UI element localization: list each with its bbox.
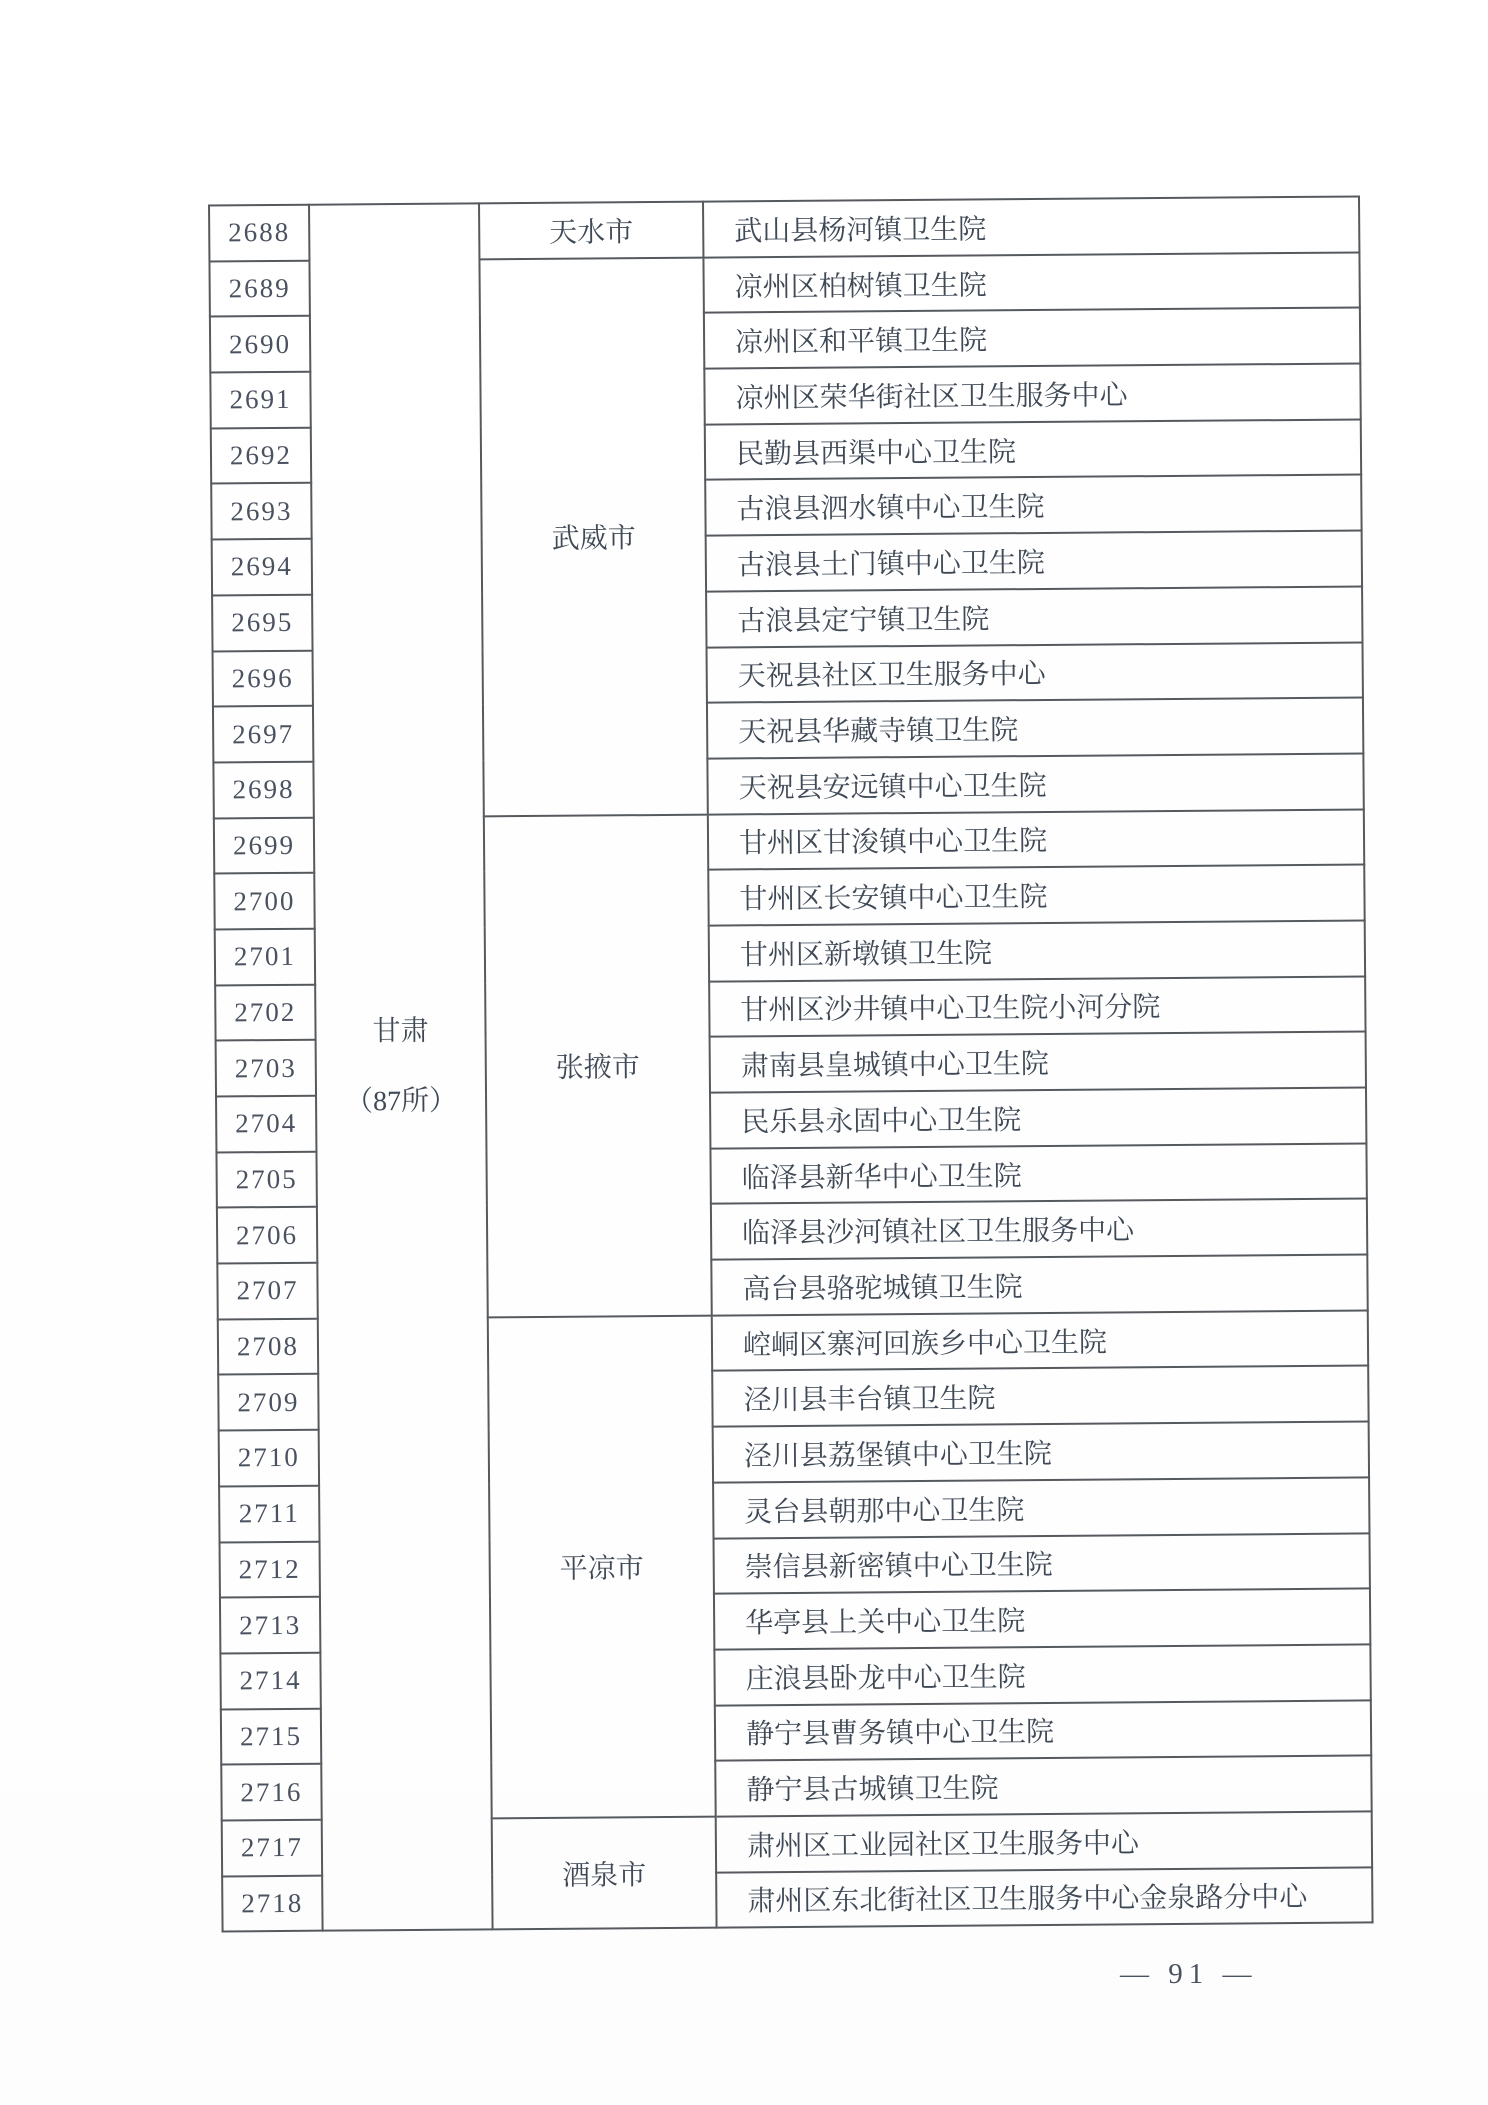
institution-name-cell: 静宁县曹务镇中心卫生院 [715,1700,1371,1761]
row-number-cell: 2694 [212,539,312,595]
institution-name-cell: 凉州区荣华街社区卫生服务中心 [704,364,1360,425]
institution-name-cell: 甘州区甘浚镇中心卫生院 [708,809,1364,870]
row-number-cell: 2703 [216,1040,316,1096]
row-number-cell: 2696 [213,650,313,706]
institution-name-cell: 甘州区长安镇中心卫生院 [708,865,1364,926]
institution-name-cell: 凉州区柏树镇卫生院 [703,252,1359,313]
row-number-cell: 2711 [219,1486,319,1542]
row-number-cell: 2718 [222,1875,322,1931]
institution-name-cell: 高台县骆驼城镇卫生院 [711,1255,1367,1316]
institution-name-cell: 泾川县丰台镇卫生院 [712,1366,1368,1427]
institution-name-cell: 古浪县定宁镇卫生院 [706,586,1362,647]
institution-name-cell: 古浪县泗水镇中心卫生院 [705,475,1361,536]
city-cell: 平凉市 [488,1315,716,1818]
institution-name-cell: 天祝县社区卫生服务中心 [707,642,1363,703]
row-number-cell: 2714 [220,1653,320,1709]
institution-name-cell: 灵台县朝那中心卫生院 [713,1477,1369,1538]
row-number-cell: 2705 [216,1151,316,1207]
page-number: — 91 — [1120,1958,1258,1990]
city-cell: 酒泉市 [492,1817,717,1930]
institution-name-cell: 古浪县土门镇中心卫生院 [706,531,1362,592]
city-cell: 武威市 [479,257,707,816]
institution-name-cell: 崆峒区寨河回族乡中心卫生院 [712,1310,1368,1371]
institution-name-cell: 肃南县皇城镇中心卫生院 [710,1032,1366,1093]
row-number-cell: 2715 [221,1708,321,1764]
institution-name-cell: 庄浪县卧龙中心卫生院 [714,1644,1370,1705]
row-number-cell: 2709 [218,1374,318,1430]
row-number-cell: 2688 [209,205,309,261]
row-number-cell: 2698 [213,762,313,818]
row-number-cell: 2701 [215,929,315,985]
institution-name-cell: 肃州区工业园社区卫生服务中心 [716,1811,1372,1872]
institution-name-cell: 华亭县上关中心卫生院 [714,1589,1370,1650]
city-cell: 张掖市 [484,814,712,1317]
row-number-cell: 2713 [220,1597,320,1653]
city-cell: 天水市 [479,202,703,259]
institution-name-cell: 甘州区新墩镇卫生院 [709,920,1365,981]
row-number-cell: 2717 [222,1820,322,1876]
row-number-cell: 2689 [209,260,309,316]
row-number-cell: 2706 [217,1207,317,1263]
institution-name-cell: 民乐县永固中心卫生院 [710,1087,1366,1148]
row-number-cell: 2699 [214,817,314,873]
row-number-cell: 2716 [221,1764,321,1820]
institutions-table [208,195,1374,1932]
row-number-cell: 2691 [210,372,310,428]
row-number-cell: 2710 [219,1430,319,1486]
institution-name-cell: 武山县杨河镇卫生院 [703,196,1359,257]
row-number-cell: 2700 [214,873,314,929]
row-number-cell: 2690 [210,316,310,372]
institution-name-cell: 肃州区东北街社区卫生服务中心金泉路分中心 [716,1867,1372,1928]
row-number-cell: 2707 [217,1263,317,1319]
institution-name-cell: 天祝县安远镇中心卫生院 [707,753,1363,814]
institution-name-cell: 临泽县新华中心卫生院 [710,1143,1366,1204]
row-number-cell: 2702 [215,984,315,1040]
institution-name-cell: 崇信县新密镇中心卫生院 [714,1533,1370,1594]
row-number-cell: 2692 [211,427,311,483]
row-number-cell: 2712 [220,1541,320,1597]
institution-name-cell: 凉州区和平镇卫生院 [704,308,1360,369]
row-number-cell: 2695 [212,595,312,651]
row-number-cell: 2704 [216,1096,316,1152]
institution-name-cell: 泾川县荔堡镇中心卫生院 [713,1422,1369,1483]
province-cell [309,203,493,1931]
institution-name-cell: 民勤县西渠中心卫生院 [705,419,1361,480]
province-name: 甘肃 [372,1015,429,1048]
row-number-cell: 2693 [211,483,311,539]
institution-name-cell: 天祝县华藏寺镇卫生院 [707,698,1363,759]
province-count: （87所） [344,1085,458,1118]
institution-name-cell: 临泽县沙河镇社区卫生服务中心 [711,1199,1367,1260]
institution-name-cell: 静宁县古城镇卫生院 [715,1756,1371,1817]
row-number-cell: 2697 [213,706,313,762]
table-row [209,196,1359,261]
row-number-cell: 2708 [218,1318,318,1374]
institution-name-cell: 甘州区沙井镇中心卫生院小河分院 [709,976,1365,1037]
